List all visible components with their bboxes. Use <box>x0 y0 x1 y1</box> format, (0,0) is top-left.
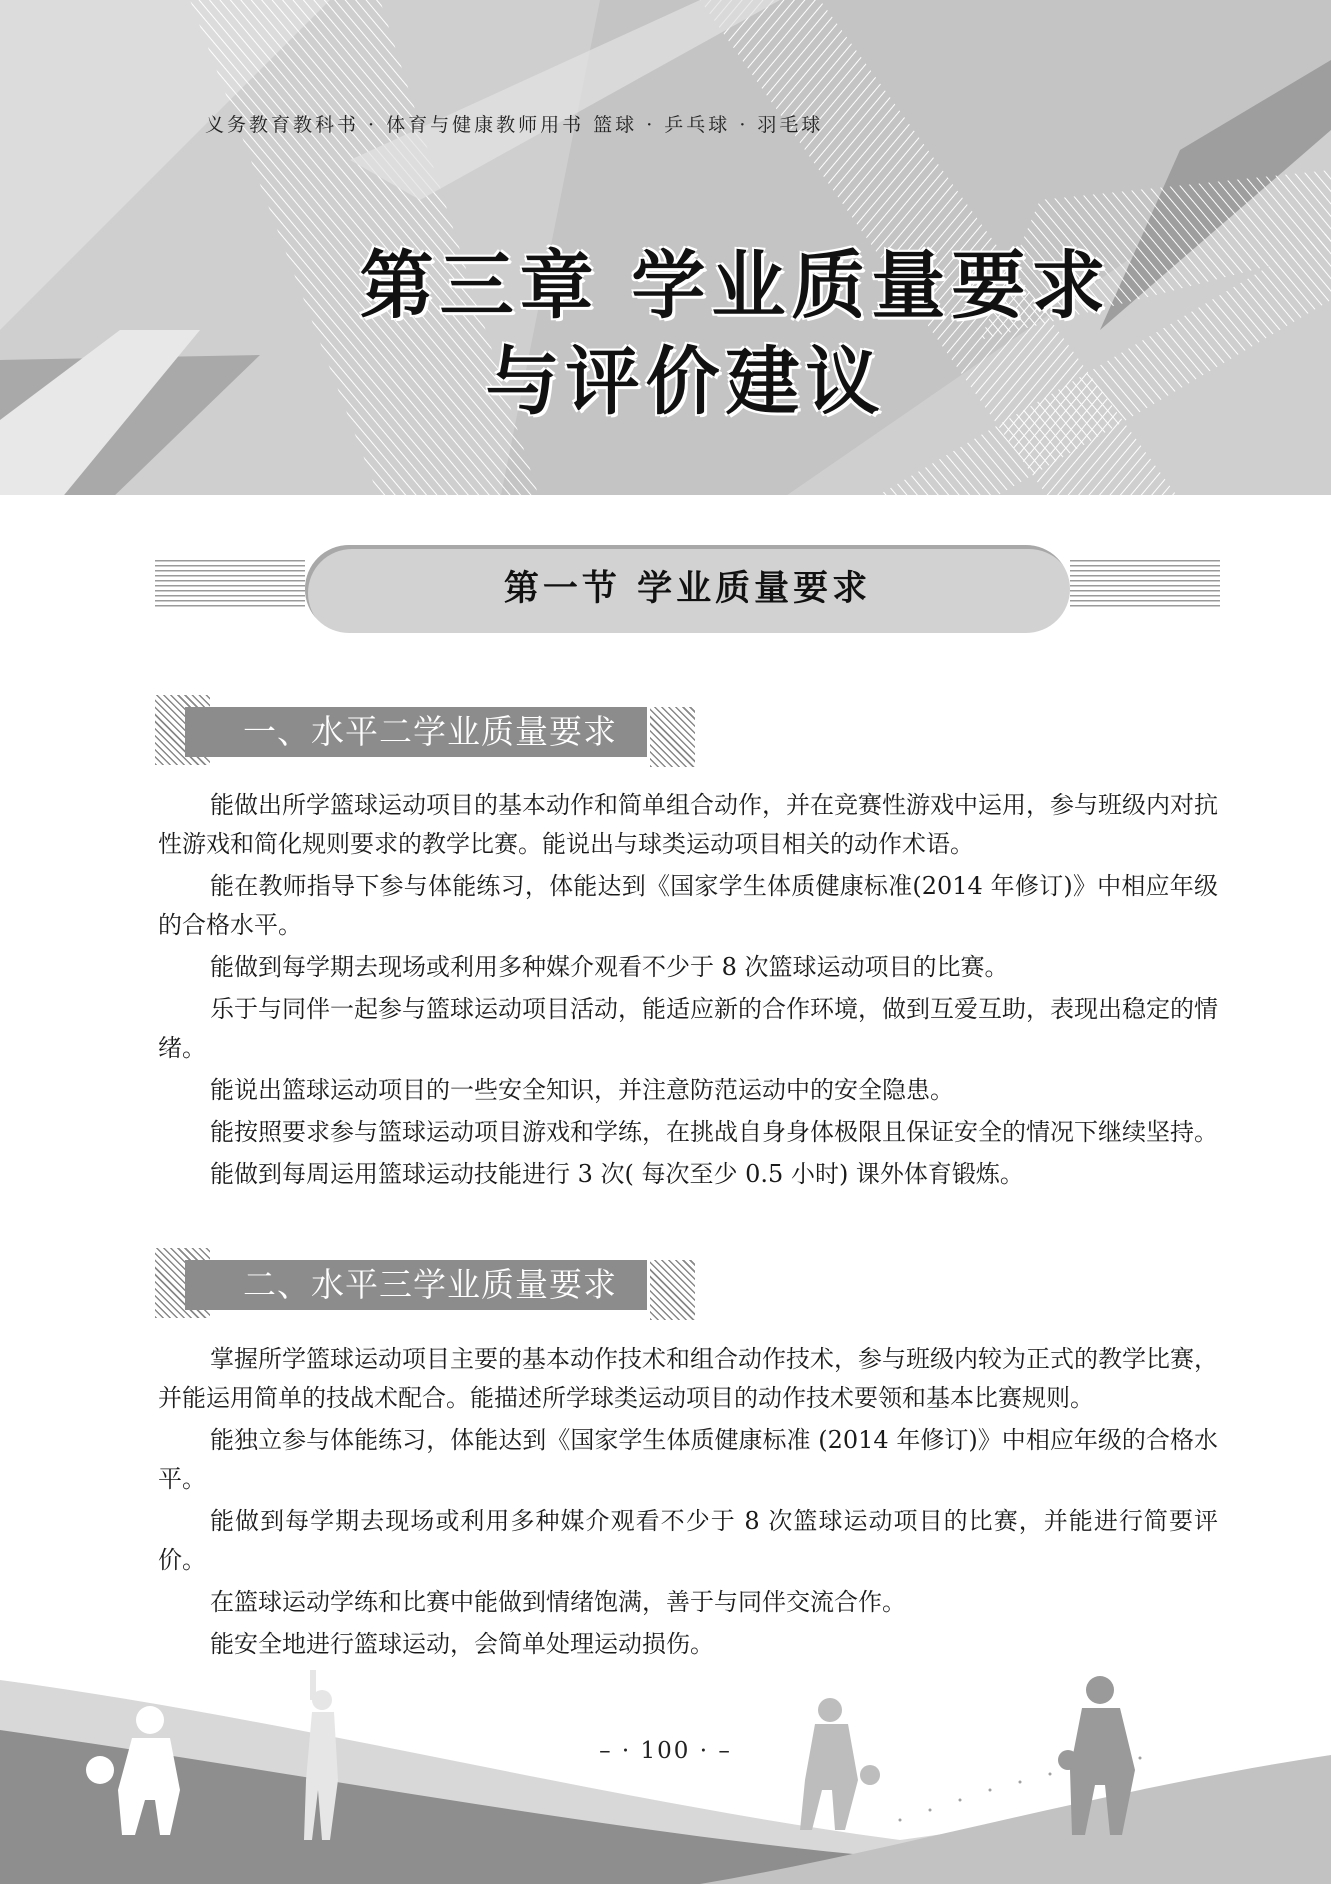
chapter-title-line2: 与评价建议 <box>485 339 886 425</box>
chapter-title-line1: 第三章 学业质量要求 <box>359 243 1112 329</box>
subheading-level2 <box>155 695 695 773</box>
paragraph: 掌握所学篮球运动项目主要的基本动作技术和组合动作技术，参与班级内较为正式的教学比赛，并能运用简单的技战术配合。能描述所学球类运动项目的动作技术要领和基本比赛规则。 <box>158 1345 1218 1412</box>
paragraph: 能做到每学期去现场或利用多种媒介观看不少于 8 次篮球运动项目的比赛，并能进行简要评价。 <box>158 1507 1218 1574</box>
body-part2 <box>158 1340 1218 1667</box>
subheading-text: 二、水平三学业质量要求 <box>243 1265 617 1304</box>
footer-decoration <box>0 1660 1331 1884</box>
section-stripes-right <box>1070 560 1220 610</box>
paragraph: 能按照要求参与篮球运动项目游戏和学练，在挑战自身身体极限且保证安全的情况下继续坚持。 <box>210 1118 1218 1146</box>
section-title: 第一节 学业质量要求 <box>503 568 872 609</box>
paragraph: 能安全地进行篮球运动，会简单处理运动损伤。 <box>210 1630 714 1658</box>
footer-graphic <box>0 1660 1331 1884</box>
chapter-banner <box>0 0 1331 500</box>
player-silhouette-icon <box>800 1698 880 1830</box>
paragraph: 乐于与同伴一起参与篮球运动项目活动，能适应新的合作环境，做到互爱互助，表现出稳定的情绪。 <box>158 995 1218 1062</box>
subheading-text: 一、水平二学业质量要求 <box>243 712 617 751</box>
section-header <box>155 540 1220 640</box>
chapter-title <box>0 238 1331 430</box>
subheading-level3 <box>155 1248 695 1326</box>
subheading-bar <box>185 1260 647 1310</box>
paragraph: 在篮球运动学练和比赛中能做到情绪饱满，善于与同伴交流合作。 <box>210 1588 906 1616</box>
paragraph: 能做到每周运用篮球运动技能进行 3 次( 每次至少 0.5 小时) 课外体育锻炼。 <box>210 1160 1024 1188</box>
page-number: – · 100 · – <box>599 1738 732 1764</box>
subheading-bar <box>185 707 647 757</box>
paragraph: 能做出所学篮球运动项目的基本动作和简单组合动作，并在竞赛性游戏中运用，参与班级内对抗性游戏和简化规则要求的教学比赛。能说出与球类运动项目相关的动作术语。 <box>158 791 1218 858</box>
series-line: 义务教育教科书 · 体育与健康教师用书 篮球 · 乒乓球 · 羽毛球 <box>205 114 824 136</box>
paragraph: 能在教师指导下参与体能练习，体能达到《国家学生体质健康标准(2014 年修订)》中相应年级的合格水平。 <box>158 872 1218 939</box>
paragraph: 能做到每学期去现场或利用多种媒介观看不少于 8 次篮球运动项目的比赛。 <box>210 953 1009 981</box>
section-pill <box>305 545 1070 633</box>
hatch-decoration <box>650 707 695 767</box>
body-part1 <box>158 786 1218 1197</box>
paragraph: 能独立参与体能练习，体能达到《国家学生体质健康标准 (2014 年修订)》中相应年级的合格水平。 <box>158 1426 1218 1493</box>
section-stripes-left <box>155 560 305 610</box>
paragraph: 能说出篮球运动项目的一些安全知识，并注意防范运动中的安全隐患。 <box>210 1076 954 1104</box>
hatch-decoration <box>650 1260 695 1320</box>
